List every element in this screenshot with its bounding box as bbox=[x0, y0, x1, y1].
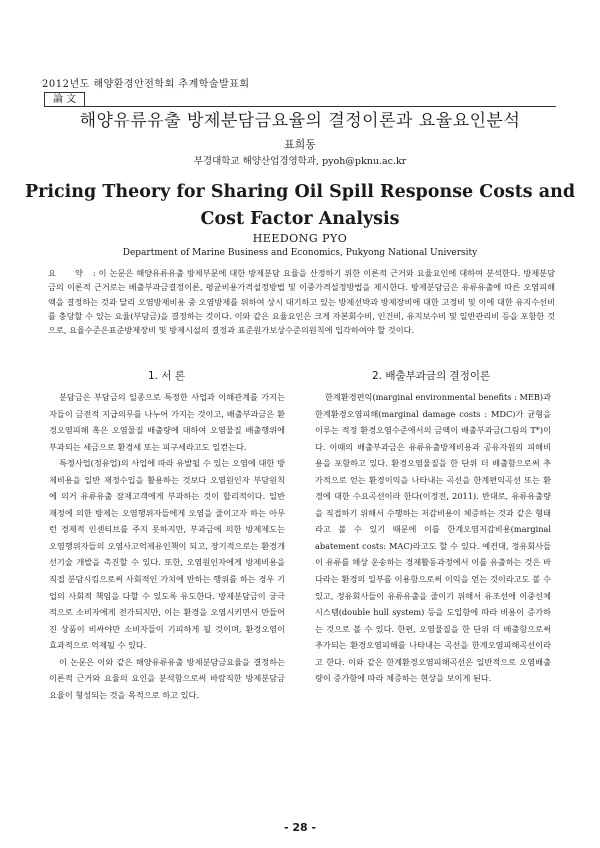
english-title-line1: Pricing Theory for Sharing Oil Spill Response Costs and bbox=[24, 182, 576, 202]
abstract-text: : 이 논문은 해양유류유출 방제부문에 대한 방제분담 요율을 산정하기 위한 이론적 근거와 요율요인에 대하여 분석한다. 방제분담금의 이론적 근거로는 배출부과금결정이론, 평균비용가격설정방법 및 이중가격설정방법을 제시한다. 방제분담금은 유류유출에 따른 오염피해액을 결정하는 것과 달리 오염방제비용 중 오염방제를 위하여 상시 대기하고 있는 방제선박과 방제장비에 대한 고정비 및 이에 대한 유지수선비를 충당할 수 있는 요율(부담금)을 결정하는 것이다. 이와 같은 요율요인은 크게 자본회수비, 인건비, 유지보수비 및 일반관리비 등을 포함한 것으로, 요율수준은표준방제장비 및 방제시설의 결정과 표준원가보상수준의원칙에 입각하여야 할 것이다. bbox=[48, 268, 555, 336]
paragraph: 한계환경편익(marginal environmental benefits : MEB)과 한계환경오염피해(marginal damage costs : MDC)가 균형을 이루는 적정 환경오염수준에서의 금액이 배출부과금(그림의 T*)이다. 이때의 배출부과금은 유류유출방제비용과 공유자원의 피해비용을 포함하고 있다. 환경오염물질을 한 단위 더 배출함으로써 추가적으로 얻는 환경이익을 나타내는 곡선을 한계편익곡선 또는 환경에 대한 수요곡선이라 한다(이정전, 2011). 반대로, 유류유출량을 직접하기 위해서 수행하는 저감비용이 체증하는 것과 같은 형태라고 볼 수 있기 때문에 이를 한계오염저감비용(marginal abatement costs: MAC)라고도 할 수 있다. 예컨대, 정유회사들이 유류를 해상 운송하는 경제활동과정에서 이를 유출하는 것은 바다라는 환경의 일부를 이용함으로써 이익을 얻는 것이라고도 볼 수 있고, 정유회사들이 유류유출을 줄이기 위해서 유조선에 이중선체시스템(double hull system) 등을 도입함에 따라 비용이 증가하는 것으로 볼 수 있다. 한편, 오염물질을 한 단위 더 배출함으로써 추가되는 환경오염피해를 나타내는 곡선을 한계오염피해곡선이라고 한다. 이와 같은 한계환경오염피해곡선은 일반적으로 오염배출량이 증가함에 따라 체증하는 현상을 보이게 된다. bbox=[315, 392, 551, 684]
section-heading-intro: 1. 서 론 bbox=[148, 370, 185, 382]
conference-header: 2012년도 해양환경안전학회 추계학술발표회 bbox=[42, 79, 250, 90]
paragraph: 분담금은 부담금의 일종으로 특정한 사업과 이해관계를 가지는 자들이 금전적 지급의무를 나누어 가지는 것이고, 배출부과금은 환경오염피해 혹은 오염물질 배출량에 대하여 오염물질 배출행위에 부과되는 세금으로 환경세 또는 피구세라고도 일컫는다. bbox=[49, 392, 285, 452]
english-affiliation: Department of Marine Business and Economics, Pukyong National University bbox=[122, 248, 478, 258]
section-heading-theory: 2. 배출부과금의 결정이론 bbox=[372, 370, 491, 382]
paragraph: 이 논문은 이와 같은 해양유류유출 방제분담금요율을 결정하는 이론적 근거와 요율의 요인을 분석함으로써 바람직한 방제분담금요율이 형성되는 것을 목적으로 하고 있다. bbox=[49, 656, 285, 700]
paragraph: 특정사업(정유업)의 사업에 따라 유발될 수 있는 오염에 대한 방제비용을 일반 재정수입을 활용하는 것보다 오염원인자 부담원칙에 의거 유류유출 잠재고객에게 부과하는 것이 합리적이다. 일반 재정에 의한 방제는 오염행위자들에게 오염을 줄이고자 하는 아무런 경제적 인센티브를 주지 못하지만, 부과금에 의한 방제제도는 오염행위자들의 오염사고억제유인책이 되고, 장기적으로는 환경개선기술 개발을 촉진할 수 있다. 또한, 오염원인자에게 방제비용을 직접 분담시킴으로써 사회적인 가치에 반하는 행위를 하는 경우 기업의 사회적 책임을 다할 수 있도록 유도한다. 방제분담금이 궁극적으로 소비자에게 전가되지만, 이는 환경을 오염시키면서 만들어진 상품이 비싸야만 소비자들이 기피하게 될 것이며, 환경오염이 효과적으로 억제될 수 있다. bbox=[49, 458, 285, 651]
korean-title: 해양유류유출 방제분담금요율의 결정이론과 요율요인분석 bbox=[79, 111, 521, 131]
page-number: - 28 - bbox=[283, 821, 317, 834]
korean-author: 표희동 bbox=[284, 138, 316, 151]
english-author: HEEDONG PYO bbox=[252, 232, 348, 245]
english-title-line2: Cost Factor Analysis bbox=[200, 209, 400, 229]
english-title bbox=[0, 179, 600, 233]
left-column bbox=[49, 389, 285, 703]
abstract-label: 요 약 bbox=[48, 268, 91, 278]
abstract bbox=[48, 266, 555, 337]
right-column bbox=[315, 389, 551, 687]
korean-affiliation: 부경대학교 해양산업경영학과, pyoh@pknu.ac.kr bbox=[193, 156, 407, 167]
article-type-badge: 論 文 bbox=[44, 92, 85, 107]
